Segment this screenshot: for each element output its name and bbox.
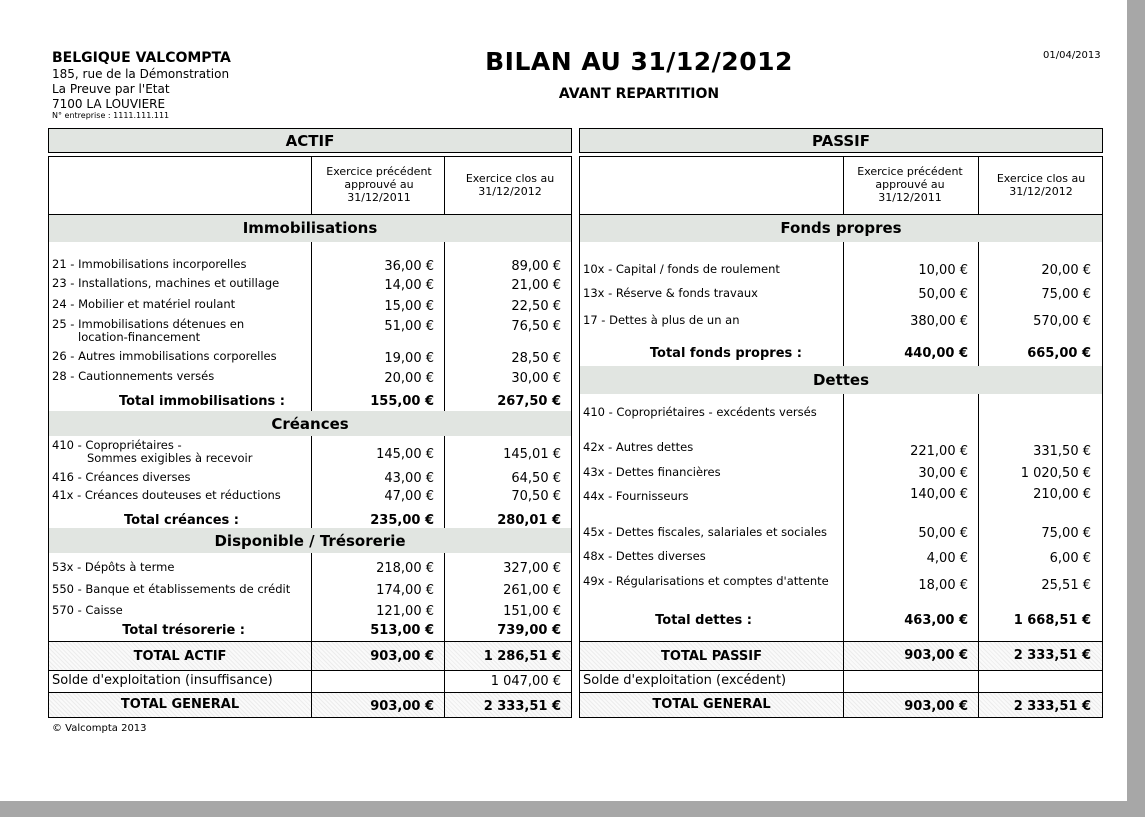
actif-general-label: TOTAL GENERAL [120,697,240,712]
passif-row-cur: 20,00 € [1041,263,1091,278]
actif-row-prev: 19,00 € [384,351,434,366]
actif-row-prev: 47,00 € [384,489,434,504]
passif-row-prev: 4,00 € [926,551,968,566]
passif-rule [580,214,1102,215]
passif-row-cur: 331,50 € [1033,444,1091,459]
passif-row-label: 13x - Réserve & fonds travaux [583,286,758,300]
actif-row-cur: 64,50 € [511,471,561,486]
actif-row-cur: 261,00 € [503,583,561,598]
actif-total-creances-label: Total créances : [124,513,239,528]
passif-row-prev: 221,00 € [910,444,968,459]
passif-general-label: TOTAL GENERAL [652,697,771,712]
company-city: 7100 LA LOUVIERE [52,97,166,111]
passif-total-label: TOTAL PASSIF [661,649,762,664]
passif-row-label: 43x - Dettes financières [583,465,721,479]
passif-row-cur: 25,51 € [1041,578,1091,593]
actif-header: ACTIF [48,128,572,153]
actif-row-label: 570 - Caisse [52,603,123,617]
passif-col-prev-header: Exercice précédent approuvé au 31/12/2011 [857,165,963,204]
passif-row-cur: 210,00 € [1033,487,1091,502]
passif-row-cur: 570,00 € [1033,314,1091,329]
company-name: BELGIQUE VALCOMPTA [52,50,231,66]
actif-row-cur: 28,50 € [511,351,561,366]
print-date: 01/04/2013 [1043,50,1101,61]
passif-rule [580,692,1102,693]
actif-row-label: 416 - Créances diverses [52,470,191,484]
copyright-footer: © Valcompta 2013 [52,723,147,734]
actif-general-prev: 903,00 € [370,699,434,714]
passif-divider [978,157,979,214]
actif-section-immobilisations: Immobilisations [49,214,571,242]
actif-row-cur: 327,00 € [503,561,561,576]
actif-row-prev: 51,00 € [384,319,434,334]
passif-header: PASSIF [579,128,1103,153]
passif-col-cur-header: Exercice clos au 31/12/2012 [996,172,1086,198]
actif-row-label: 41x - Créances douteuses et réductions [52,488,281,502]
actif-col-prev-header: Exercice précédent approuvé au 31/12/2011 [326,165,432,204]
actif-panel [48,128,572,720]
actif-rule [49,214,571,215]
passif-total-prev: 903,00 € [904,648,968,663]
passif-general-prev: 903,00 € [904,699,968,714]
actif-rule [49,692,571,693]
passif-row-prev: 10,00 € [918,263,968,278]
passif-row-prev: 50,00 € [918,287,968,302]
passif-row-label: 48x - Dettes diverses [583,549,706,563]
passif-total-fonds-prev: 440,00 € [904,346,968,361]
passif-total-cur: 2 333,51 € [1013,648,1091,663]
passif-row-label: 17 - Dettes à plus de un an [583,313,740,327]
actif-row-label: 26 - Autres immobilisations corporelles [52,349,277,363]
actif-row-cur: 22,50 € [511,299,561,314]
actif-row-prev: 36,00 € [384,259,434,274]
actif-row-cur: 76,50 € [511,319,561,334]
passif-total-dettes-cur: 1 668,51 € [1013,613,1091,628]
passif-total-fonds-cur: 665,00 € [1027,346,1091,361]
actif-solde-label: Solde d'exploitation (insuffisance) [52,673,273,688]
actif-total-immobilisations-prev: 155,00 € [370,394,434,409]
passif-row-cur: 6,00 € [1049,551,1091,566]
actif-total-tresorerie-label: Total trésorerie : [122,623,245,638]
actif-section-creances: Créances [49,411,571,436]
passif-row-prev: 18,00 € [918,578,968,593]
passif-rule [580,670,1102,671]
actif-total-immobilisations-cur: 267,50 € [497,394,561,409]
passif-section-fonds-propres: Fonds propres [580,214,1102,242]
enterprise-number: N° entreprise : 1111.111.111 [52,111,170,120]
passif-rule [580,641,1102,642]
actif-col-cur-header: Exercice clos au 31/12/2012 [465,172,555,198]
actif-rule [49,641,571,642]
actif-row-label: 28 - Cautionnements versés [52,369,215,383]
actif-divider [311,157,312,214]
actif-row-prev: 14,00 € [384,278,434,293]
passif-section-dettes: Dettes [580,366,1102,394]
passif-solde-label: Solde d'exploitation (excédent) [583,673,787,688]
passif-row-label: 45x - Dettes fiscales, salariales et sociales [583,525,828,539]
passif-row-cur: 75,00 € [1041,526,1091,541]
actif-section-tresorerie: Disponible / Trésorerie [49,528,571,553]
report-title: BILAN AU 31/12/2012 [485,47,793,76]
actif-row-label: 410 - Copropriétaires - [52,438,182,452]
actif-row-cur: 70,50 € [511,489,561,504]
passif-row-label: 10x - Capital / fonds de roulement [583,262,780,276]
passif-row-cur: 75,00 € [1041,287,1091,302]
actif-row-label: 21 - Immobilisations incorporelles [52,257,247,271]
passif-total-dettes-prev: 463,00 € [904,613,968,628]
actif-rule [49,670,571,671]
actif-table [48,156,572,718]
passif-panel [579,128,1103,720]
passif-row-prev: 380,00 € [910,314,968,329]
actif-row-prev: 20,00 € [384,371,434,386]
company-address: 185, rue de la Démonstration [52,67,230,81]
passif-row-label: 410 - Copropriétaires - excédents versés [583,405,817,419]
actif-row-label: 24 - Mobilier et matériel roulant [52,297,236,311]
window-frame-right [1127,0,1145,817]
actif-total-immobilisations-label: Total immobilisations : [118,394,285,409]
actif-row-prev: 15,00 € [384,299,434,314]
actif-total-prev: 903,00 € [370,649,434,664]
actif-row-cur: 89,00 € [511,259,561,274]
passif-row-label: 42x - Autres dettes [583,440,694,454]
passif-row-label: 49x - Régularisations et comptes d'attente [583,574,829,588]
actif-row-cur: 21,00 € [511,278,561,293]
actif-row-label-cont: Sommes exigibles à recevoir [87,451,253,465]
passif-row-prev: 140,00 € [910,487,968,502]
actif-total-cur: 1 286,51 € [483,649,561,664]
actif-row-prev: 121,00 € [376,604,434,619]
actif-divider [444,157,445,214]
actif-total-creances-cur: 280,01 € [497,513,561,528]
actif-row-label: 53x - Dépôts à terme [52,560,175,574]
actif-row-cur: 151,00 € [503,604,561,619]
actif-total-tresorerie-prev: 513,00 € [370,623,434,638]
actif-solde-cur: 1 047,00 € [490,674,561,689]
actif-row-prev: 218,00 € [376,561,434,576]
actif-row-label: 550 - Banque et établissements de crédit [52,582,291,596]
actif-row-cur: 30,00 € [511,371,561,386]
passif-row-label: 44x - Fournisseurs [583,489,689,503]
passif-divider [843,157,844,214]
actif-row-label: 23 - Installations, machines et outillage [52,276,280,290]
report-subtitle: AVANT REPARTITION [558,86,720,102]
passif-row-cur: 1 020,50 € [1020,466,1091,481]
window-frame-bottom [0,801,1145,817]
actif-total-tresorerie-cur: 739,00 € [497,623,561,638]
actif-general-cur: 2 333,51 € [483,699,561,714]
passif-general-cur: 2 333,51 € [1013,699,1091,714]
actif-total-creances-prev: 235,00 € [370,513,434,528]
passif-total-dettes-label: Total dettes : [655,613,752,628]
passif-total-fonds-label: Total fonds propres : [649,346,802,361]
passif-row-prev: 30,00 € [918,466,968,481]
actif-row-prev: 145,00 € [376,447,434,462]
actif-total-label: TOTAL ACTIF [133,649,227,664]
actif-row-cur: 145,01 € [503,447,561,462]
passif-row-prev: 50,00 € [918,526,968,541]
actif-row-label-cont: location-financement [78,330,201,344]
actif-row-prev: 43,00 € [384,471,434,486]
company-address-2: La Preuve par l'Etat [52,82,170,96]
actif-row-prev: 174,00 € [376,583,434,598]
actif-row-label: 25 - Immobilisations détenues en [52,317,245,331]
passif-table [579,156,1103,718]
